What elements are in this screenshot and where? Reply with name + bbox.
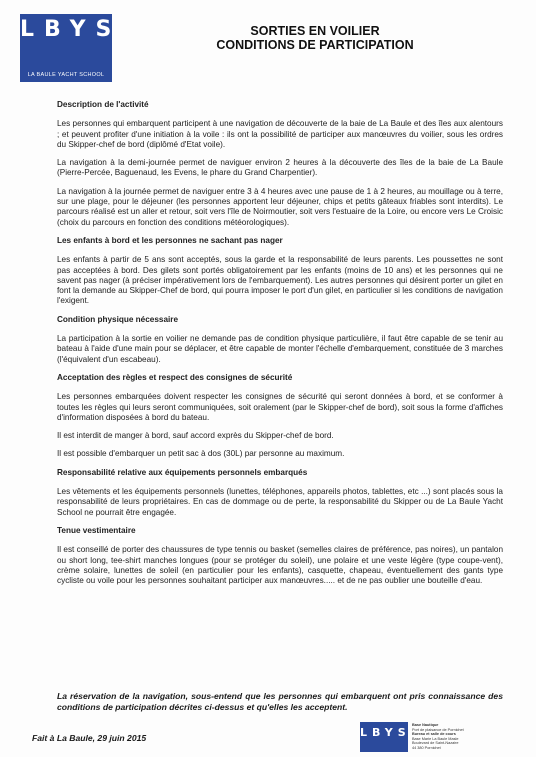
section-heading: Tenue vestimentaire [57, 525, 136, 535]
address-line: Base Nautique [412, 723, 439, 727]
document-body [57, 100, 503, 594]
paragraph: Il est conseillé de porter des chaussures de type tennis ou basket (semelles claires de préférence, pas noires), un pantalon ou short long, tee-shirt manches longues (pour se protéger du soleil), une polaire et une veste légère (type coupe-vent), crème solaire, lunettes de soleil (en particulier pour les enfants), casquette, chapeau, éventuellement des gants type cycliste ou voile pour les personnes souhaitant participer aux manœuvres..... et de ne pas oublier une bouteille d'eau. [57, 545, 503, 586]
section-children [57, 236, 503, 307]
school-logo [20, 14, 122, 82]
address-line: Bureau et salle de cours [412, 732, 456, 737]
closing-statement: La réservation de la navigation, sous-entend que les personnes qui embarquent ont pris connaissance des conditions de participation décrites ci-dessus et qu'elles les acceptent. [57, 691, 503, 712]
section-heading: Condition physique nécessaire [57, 314, 179, 324]
section-physical-condition [57, 315, 503, 365]
section-description [57, 100, 503, 228]
logo-letters: LBYS [20, 17, 122, 42]
footer-logo-letters: LBYS [360, 726, 411, 739]
section-heading: Acceptation des règles et respect des consignes de sécurité [57, 372, 293, 382]
paragraph: Les enfants à partir de 5 ans sont acceptés, sous la garde et la responsabilité de leurs parents. Les poussettes ne sont pas acceptées à bord. Des gilets sont portés obligatoirement par les enfants (moins de 10 ans) et les personnes qui ne savent pas nager (à préciser impérativement lors de l'embarquement). Les autres personnes qui désirent porter un gilet en font la demande au Skipper-Chef de bord, qui pourra imposer le port d'un gilet, en particulier si les conditions de navigation l'exigent. [57, 255, 503, 306]
section-safety-rules [57, 373, 503, 460]
address-line: Base Marie La Baule Masle [412, 736, 459, 741]
title-line-1: SORTIES EN VOILIER [250, 24, 380, 38]
paragraph: La navigation à la journée permet de naviguer entre 3 à 4 heures avec une pause de 1 à 2 heures, au mouillage ou à terre, sur une plage, pour le déjeuner (les personnes apportent leur déjeuner, chips et petits gâteaux friables sont interdits). Le parcours réalisé est un aller et retour, soit vers l'île de Noirmoutier, soit vers l'estuaire de la Loire, ou encore vers Le Croisic (choix du parcours en fonction des conditions météorologiques). [57, 186, 503, 227]
paragraph: Les personnes embarquées doivent respecter les consignes de sécurité qui seront données à bord, et se conformer à toutes les règles qui leurs seront communiquées, soit oralement (par le Skipper-chef de bord), soit sous la forme d'affiches d'information disposées à bord du bateau. [57, 392, 503, 422]
footer-address [412, 723, 502, 751]
title-line-2: CONDITIONS DE PARTICIPATION [216, 38, 414, 52]
section-clothing [57, 526, 503, 586]
address-line: Port de plaisance de Pornichet [412, 727, 464, 732]
footer-logo [360, 722, 411, 752]
section-heading: Description de l'activité [57, 100, 149, 109]
paragraph: Il est interdit de manger à bord, sauf accord exprès du Skipper-chef de bord. [57, 431, 334, 441]
paragraph: Il est possible d'embarquer un petit sac à dos (30L) par personne au maximum. [57, 449, 345, 459]
address-line: 44 380 Pornichet [412, 745, 441, 750]
section-personal-equipment [57, 468, 503, 518]
paragraph: Les personnes qui embarquent participent à une navigation de découverte de la baie de La Baule et des îles aux alentours ; et peuvent profiter d'une initiation à la voile : ils ont la possibilité de participer aux manœuvres du voilier, sous les ordres du Skipper-chef de bord (diplômé d'Etat voile). [57, 119, 503, 149]
section-heading: Responsabilité relative aux équipements personnels embarqués [57, 467, 308, 477]
paragraph: La navigation à la demi-journée permet de naviguer environ 2 heures à la découverte des îles de la baie de La Baule (Pierre-Percée, Baguenaud, les Evens, le phare du Grand Charpentier). [57, 158, 503, 178]
document-title [190, 24, 440, 52]
paragraph: La participation à la sortie en voilier ne demande pas de condition physique particulière, il faut être capable de se tenir au bateau à l'aide d'une main pour se déplacer, et être capable de monter l'échelle d'embarquement, constituée de 3 marches (l'équivalent d'un escabeau). [57, 334, 503, 364]
section-heading: Les enfants à bord et les personnes ne sachant pas nager [57, 235, 283, 245]
paragraph: Les vêtements et les équipements personnels (lunettes, téléphones, appareils photos, tablettes, etc ...) sont placés sous la responsabilité de leurs propriétaires. En cas de dommage ou de perte, la responsabilité du Skipper ou de La Baule Yacht School ne pourrait être engagée. [57, 487, 503, 517]
signature-line: Fait à La Baule, 29 juin 2015 [32, 733, 147, 743]
logo-tagline: LA BAULE YACHT SCHOOL [27, 72, 105, 78]
address-line: Boulevard de Saint-Nazaire [412, 741, 459, 746]
